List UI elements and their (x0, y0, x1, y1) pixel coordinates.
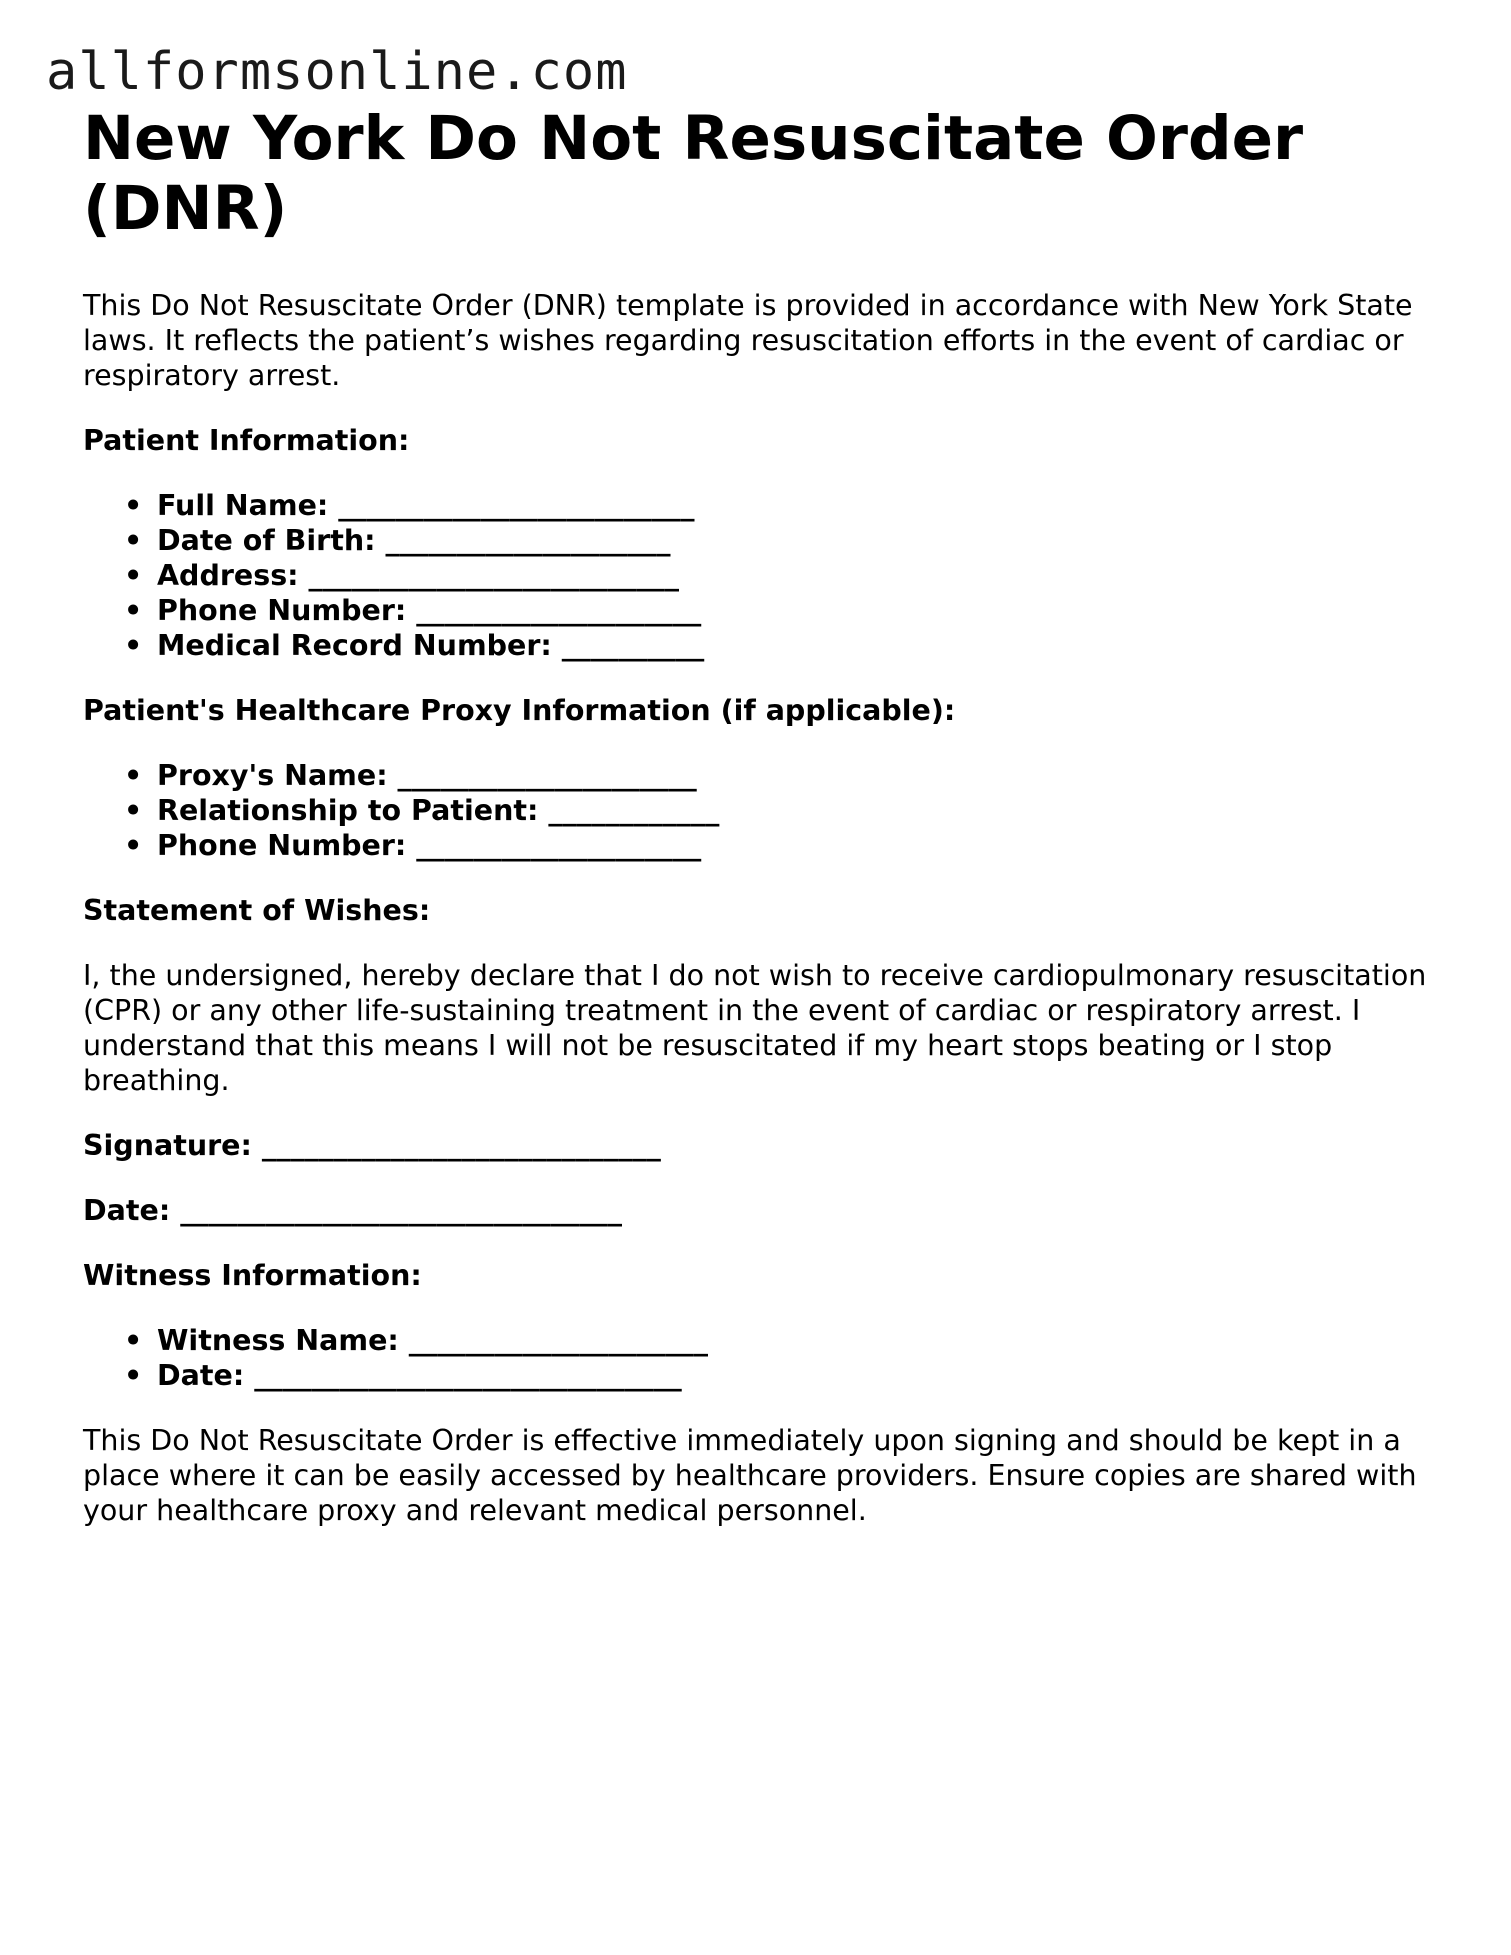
bullet-icon: • (124, 829, 143, 862)
address-blank[interactable]: __________________________ (308, 559, 680, 592)
field-medical-record-number (83, 628, 1443, 663)
date-line (83, 1193, 1443, 1228)
witness-info-heading: Witness Information: (83, 1259, 422, 1292)
witness-info-list (83, 1323, 1443, 1393)
witness-date-blank[interactable]: ______________________________ (254, 1359, 682, 1392)
document-title: New York Do Not Resuscitate Order (DNR) (83, 103, 1304, 244)
field-phone-number (83, 593, 1443, 628)
patient-info-heading: Patient Information: (83, 424, 410, 457)
bullet-icon: • (124, 759, 143, 792)
signature-blank[interactable]: ____________________________ (261, 1129, 661, 1162)
bullet-icon: • (124, 524, 143, 557)
document-body (83, 104, 1443, 1558)
proxy-name-blank[interactable]: _____________________ (397, 759, 697, 792)
date-blank[interactable]: _______________________________ (180, 1194, 622, 1227)
full-name-blank[interactable]: _________________________ (338, 489, 695, 522)
field-address (83, 558, 1443, 593)
wishes-heading: Statement of Wishes: (83, 894, 431, 927)
intro-paragraph: This Do Not Resuscitate Order (DNR) template is provided in accordance with New York State laws. It reflects the patient’s wishes regarding resuscitation efforts in the event of cardiac or respiratory arrest. (83, 289, 1413, 392)
field-label: Full Name: (157, 489, 329, 522)
phone-number-blank[interactable]: ____________________ (416, 594, 702, 627)
field-label: Date of Birth: (157, 524, 376, 557)
field-label: Medical Record Number: (157, 629, 552, 662)
field-label: Relationship to Patient: (157, 794, 539, 827)
date-of-birth-blank[interactable]: ____________________ (385, 524, 671, 557)
date-label: Date: (83, 1194, 171, 1227)
field-label: Proxy's Name: (157, 759, 388, 792)
field-label: Phone Number: (157, 594, 407, 627)
field-label: Date: (157, 1359, 245, 1392)
bullet-icon: • (124, 594, 143, 627)
field-label: Phone Number: (157, 829, 407, 862)
field-full-name (83, 488, 1443, 523)
field-label: Address: (157, 559, 299, 592)
signature-line (83, 1128, 1443, 1163)
bullet-icon: • (124, 794, 143, 827)
field-witness-name (83, 1323, 1443, 1358)
relationship-blank[interactable]: ____________ (548, 794, 720, 827)
signature-label: Signature: (83, 1129, 252, 1162)
medical-record-number-blank[interactable]: __________ (561, 629, 705, 662)
proxy-info-heading: Patient's Healthcare Proxy Information (if applicable): (83, 694, 956, 727)
bullet-icon: • (124, 559, 143, 592)
witness-name-blank[interactable]: _____________________ (408, 1324, 708, 1357)
field-witness-date (83, 1358, 1443, 1393)
field-date-of-birth (83, 523, 1443, 558)
field-proxy-name (83, 758, 1443, 793)
proxy-phone-blank[interactable]: ____________________ (416, 829, 702, 862)
field-label: Witness Name: (157, 1324, 399, 1357)
bullet-icon: • (124, 489, 143, 522)
bullet-icon: • (124, 1324, 143, 1357)
bullet-icon: • (124, 1359, 143, 1392)
bullet-icon: • (124, 629, 143, 662)
closing-paragraph: This Do Not Resuscitate Order is effective immediately upon signing and should be kept in a place where it can be easily accessed by healthcare providers. Ensure copies are shared with your healthcare proxy and relevant medical personnel. (83, 1424, 1417, 1527)
proxy-info-list (83, 758, 1443, 863)
field-proxy-phone (83, 828, 1443, 863)
wishes-statement: I, the undersigned, hereby declare that I do not wish to receive cardiopulmonary resuscitation (CPR) or any other life-sustaining treatment in the event of cardiac or respiratory arrest. I understand that this means I will not be resuscitated if my heart stops beating or I stop breathing. (83, 959, 1427, 1097)
patient-info-list (83, 488, 1443, 663)
site-watermark: allformsonline.com (46, 42, 628, 102)
field-relationship (83, 793, 1443, 828)
